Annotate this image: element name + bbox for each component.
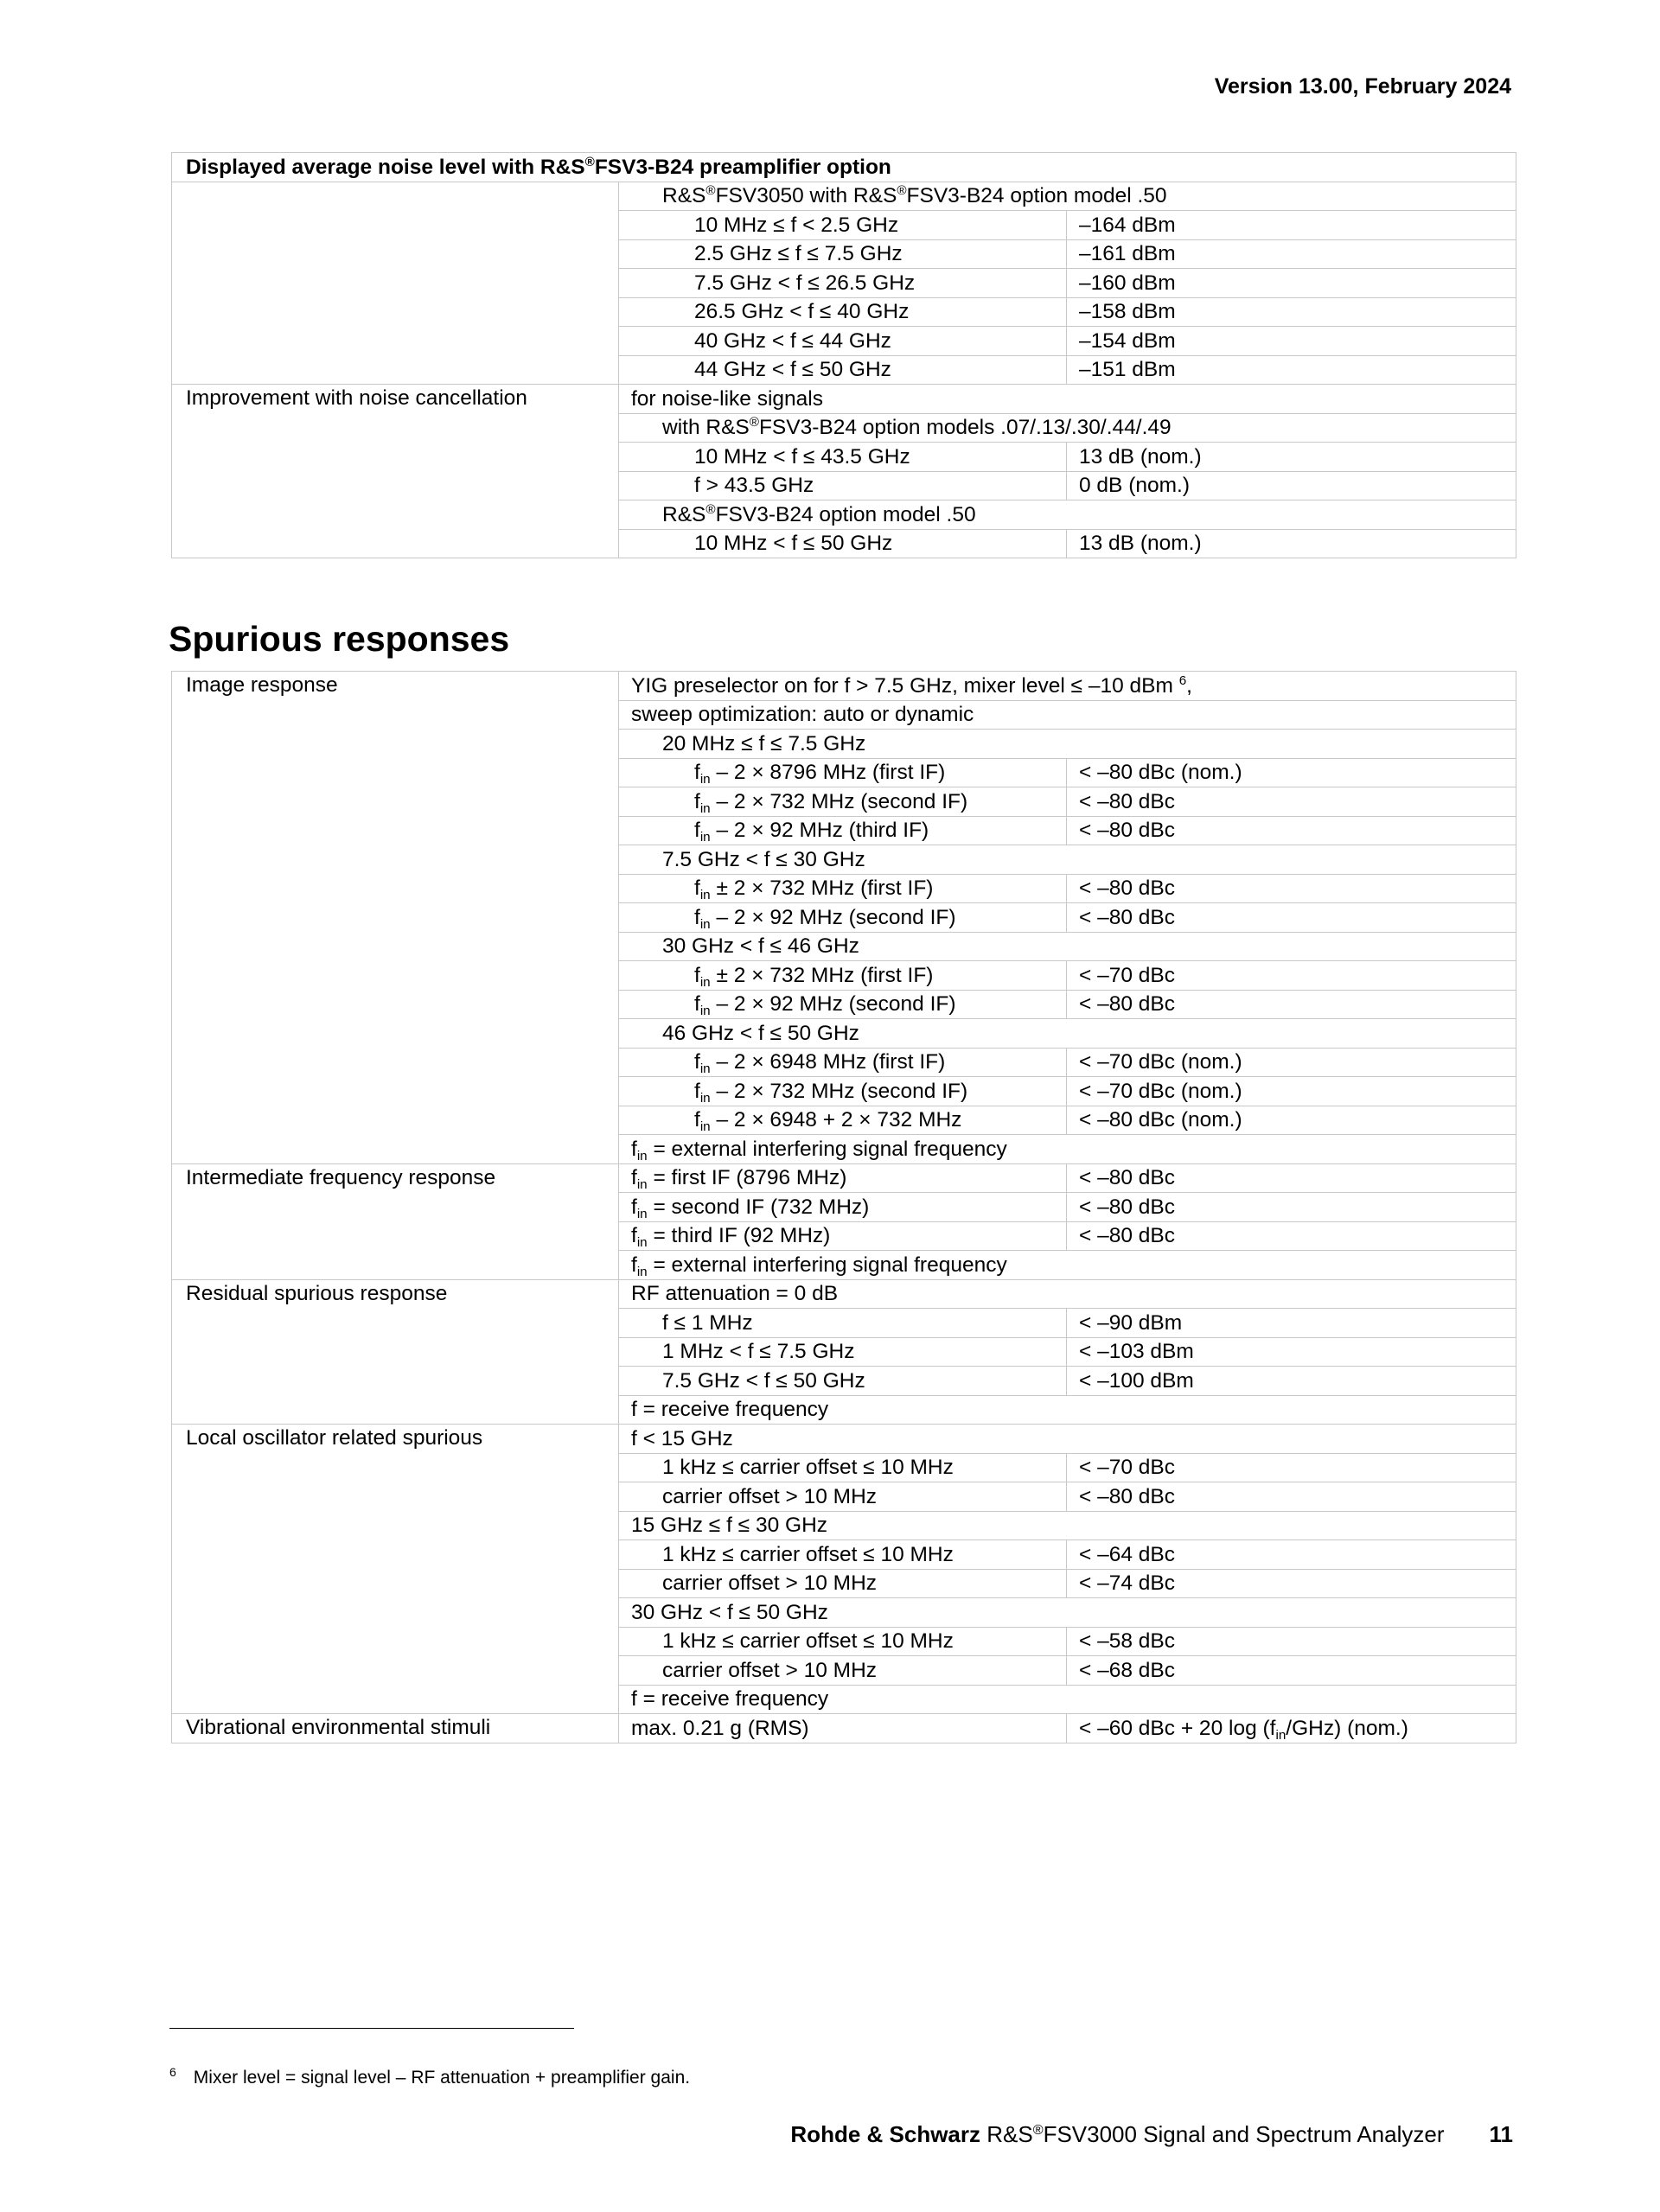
value-cell: < –58 dBc [1067, 1627, 1516, 1656]
value-cell: < –68 dBc [1067, 1656, 1516, 1686]
footnote-ref: 6 [1178, 673, 1187, 688]
condition-cell: 7.5 GHz < f ≤ 26.5 GHz [619, 269, 1067, 298]
value-cell: < –80 dBc [1067, 990, 1516, 1019]
band-cell: 30 GHz < f ≤ 50 GHz [619, 1598, 1516, 1628]
table-row [172, 1714, 1516, 1743]
condition-cell: 1 kHz ≤ carrier offset ≤ 10 MHz [619, 1453, 1067, 1482]
row-label: Intermediate frequency response [172, 1163, 619, 1279]
row-label: Residual spurious response [172, 1279, 619, 1425]
value-cell: < –80 dBc [1067, 1221, 1516, 1251]
note-cell: f = receive frequency [619, 1685, 1516, 1714]
row-label: Image response [172, 672, 619, 1164]
expression-cell: $f_{in} \pm 2 \times 732$ MHz (first IF) [619, 961, 1067, 991]
condition-cell: RF attenuation = 0 dB [619, 1279, 1516, 1309]
table-row [172, 1163, 1516, 1193]
condition-cell: 7.5 GHz < f ≤ 50 GHz [619, 1367, 1067, 1396]
footnote-text: Mixer level = signal level – RF attenuation + preamplifier gain. [193, 2068, 691, 2088]
value-cell: < –80 dBc [1067, 874, 1516, 903]
value-cell: < –70 dBc [1067, 961, 1516, 991]
footer-brand: Rohde & Schwarz [790, 2121, 980, 2147]
row-label-empty [172, 182, 619, 385]
expression-cell: $f_{in} - 2 \times 6948$ MHz (first IF) [619, 1048, 1067, 1077]
band-cell: 46 GHz < f ≤ 50 GHz [619, 1019, 1516, 1049]
value-cell: 0 dB (nom.) [1067, 471, 1516, 500]
footer-product: FSV3000 Signal and Spectrum Analyzer [1043, 2121, 1445, 2147]
value-cell: < –80 dBc [1067, 1163, 1516, 1193]
band-cell: f < 15 GHz [619, 1425, 1516, 1454]
expression-cell: $f_{in} - 2 \times 92$ MHz (second IF) [619, 903, 1067, 933]
value-cell: < –70 dBc [1067, 1453, 1516, 1482]
spurious-responses-table [171, 671, 1516, 1743]
value-cell: < –64 dBc [1067, 1540, 1516, 1570]
footnote-number: 6 [169, 2065, 176, 2079]
table-heading: Displayed average noise level with R&S®FSV3-B24 preamplifier option [172, 153, 1516, 182]
condition-cell: YIG preselector on for f > 7.5 GHz, mixer level ≤ –10 dBm $^6$, [619, 672, 1516, 701]
option-cell: with R&S®FSV3-B24 option models .07/.13/.30/.44/.49 [619, 413, 1516, 443]
value-cell: < –80 dBc [1067, 1482, 1516, 1512]
condition-cell: 2.5 GHz ≤ f ≤ 7.5 GHz [619, 239, 1067, 269]
value-cell: 13 dB (nom.) [1067, 443, 1516, 472]
value-cell: < –103 dBm [1067, 1337, 1516, 1367]
expression-cell: $f_{in}$ = third IF (92 MHz) [619, 1221, 1067, 1251]
value-cell: < –80 dBc [1067, 903, 1516, 933]
band-cell: 20 MHz ≤ f ≤ 7.5 GHz [619, 730, 1516, 759]
footnote-divider [169, 2028, 574, 2029]
value-cell: –160 dBm [1067, 269, 1516, 298]
value-cell: –154 dBm [1067, 327, 1516, 356]
page-footer: Rohde & Schwarz R&S®FSV3000 Signal and Spectrum Analyzer 11 [790, 2121, 1513, 2147]
condition-cell: 1 kHz ≤ carrier offset ≤ 10 MHz [619, 1627, 1067, 1656]
condition-cell: carrier offset > 10 MHz [619, 1656, 1067, 1686]
table-row [172, 1425, 1516, 1454]
value-cell: < –100 dBm [1067, 1367, 1516, 1396]
table-row [172, 153, 1516, 182]
condition-cell: 26.5 GHz < f ≤ 40 GHz [619, 297, 1067, 327]
band-cell: 7.5 GHz < f ≤ 30 GHz [619, 845, 1516, 875]
value-cell: < –80 dBc (nom.) [1067, 758, 1516, 787]
section-title: Spurious responses [169, 619, 510, 659]
page-number: 11 [1489, 2121, 1513, 2147]
value-cell: < –70 dBc (nom.) [1067, 1048, 1516, 1077]
expression-cell: $f_{in} \pm 2 \times 732$ MHz (first IF) [619, 874, 1067, 903]
condition-cell: f ≤ 1 MHz [619, 1309, 1067, 1338]
value-cell: < –80 dBc [1067, 816, 1516, 845]
band-cell: 15 GHz ≤ f ≤ 30 GHz [619, 1511, 1516, 1540]
expression-cell: $f_{in} - 2 \times 8796$ MHz (first IF) [619, 758, 1067, 787]
condition-cell: 1 kHz ≤ carrier offset ≤ 10 MHz [619, 1540, 1067, 1570]
condition-cell: 1 MHz < f ≤ 7.5 GHz [619, 1337, 1067, 1367]
value-cell: 13 dB (nom.) [1067, 529, 1516, 558]
condition-cell: for noise-like signals [619, 385, 1516, 414]
value-cell: < –80 dBc (nom.) [1067, 1106, 1516, 1135]
expression-cell: $f_{in}$ = first IF (8796 MHz) [619, 1163, 1067, 1193]
expression-cell: $f_{in} - 2 \times 732$ MHz (second IF) [619, 1077, 1067, 1106]
note-cell: f = receive frequency [619, 1395, 1516, 1425]
version-header: Version 13.00, February 2024 [1214, 74, 1511, 99]
condition-cell: max. 0.21 g (RMS) [619, 1714, 1067, 1743]
condition-cell: 44 GHz < f ≤ 50 GHz [619, 355, 1067, 385]
table-row [172, 672, 1516, 701]
condition-cell: 10 MHz < f ≤ 50 GHz [619, 529, 1067, 558]
value-cell: < –90 dBm [1067, 1309, 1516, 1338]
condition-cell: carrier offset > 10 MHz [619, 1482, 1067, 1512]
condition-cell: 10 MHz ≤ f < 2.5 GHz [619, 211, 1067, 240]
value-cell: < –80 dBc [1067, 787, 1516, 817]
row-label: Local oscillator related spurious [172, 1425, 619, 1714]
condition-cell: sweep optimization: auto or dynamic [619, 700, 1516, 730]
table-row [172, 1279, 1516, 1309]
expression-cell: $f_{in} - 2 \times 6948 + 2 \times 732$ MHz [619, 1106, 1067, 1135]
danl-preamp-table [171, 152, 1516, 558]
note-cell: $f_{in}$ = external interfering signal frequency [619, 1251, 1516, 1280]
expression-cell: $f_{in} - 2 \times 92$ MHz (second IF) [619, 990, 1067, 1019]
condition-cell: 40 GHz < f ≤ 44 GHz [619, 327, 1067, 356]
row-label: Improvement with noise cancellation [172, 385, 619, 558]
expression-cell: $f_{in}$ = second IF (732 MHz) [619, 1193, 1067, 1222]
table-row [172, 182, 1516, 211]
model-cell: R&S®FSV3050 with R&S®FSV3-B24 option model .50 [619, 182, 1516, 211]
condition-cell: carrier offset > 10 MHz [619, 1569, 1067, 1598]
value-cell: < –60 dBc + 20 $\log (f_{in}/GHz)$ (nom.) [1067, 1714, 1516, 1743]
option-cell: R&S®FSV3-B24 option model .50 [619, 500, 1516, 530]
condition-cell: 10 MHz < f ≤ 43.5 GHz [619, 443, 1067, 472]
value-cell: < –74 dBc [1067, 1569, 1516, 1598]
value-cell: –158 dBm [1067, 297, 1516, 327]
band-cell: 30 GHz < f ≤ 46 GHz [619, 932, 1516, 961]
table-row [172, 385, 1516, 414]
value-cell: < –70 dBc (nom.) [1067, 1077, 1516, 1106]
expression-cell: $f_{in} - 2 \times 732$ MHz (second IF) [619, 787, 1067, 817]
note-cell: $f_{in}$ = external interfering signal frequency [619, 1135, 1516, 1164]
value-cell: –164 dBm [1067, 211, 1516, 240]
value-cell: –161 dBm [1067, 239, 1516, 269]
row-label: Vibrational environmental stimuli [172, 1714, 619, 1743]
footnote [169, 2060, 690, 2090]
value-cell: < –80 dBc [1067, 1193, 1516, 1222]
expression-cell: $f_{in} - 2 \times 92$ MHz (third IF) [619, 816, 1067, 845]
condition-cell: f > 43.5 GHz [619, 471, 1067, 500]
value-cell: –151 dBm [1067, 355, 1516, 385]
